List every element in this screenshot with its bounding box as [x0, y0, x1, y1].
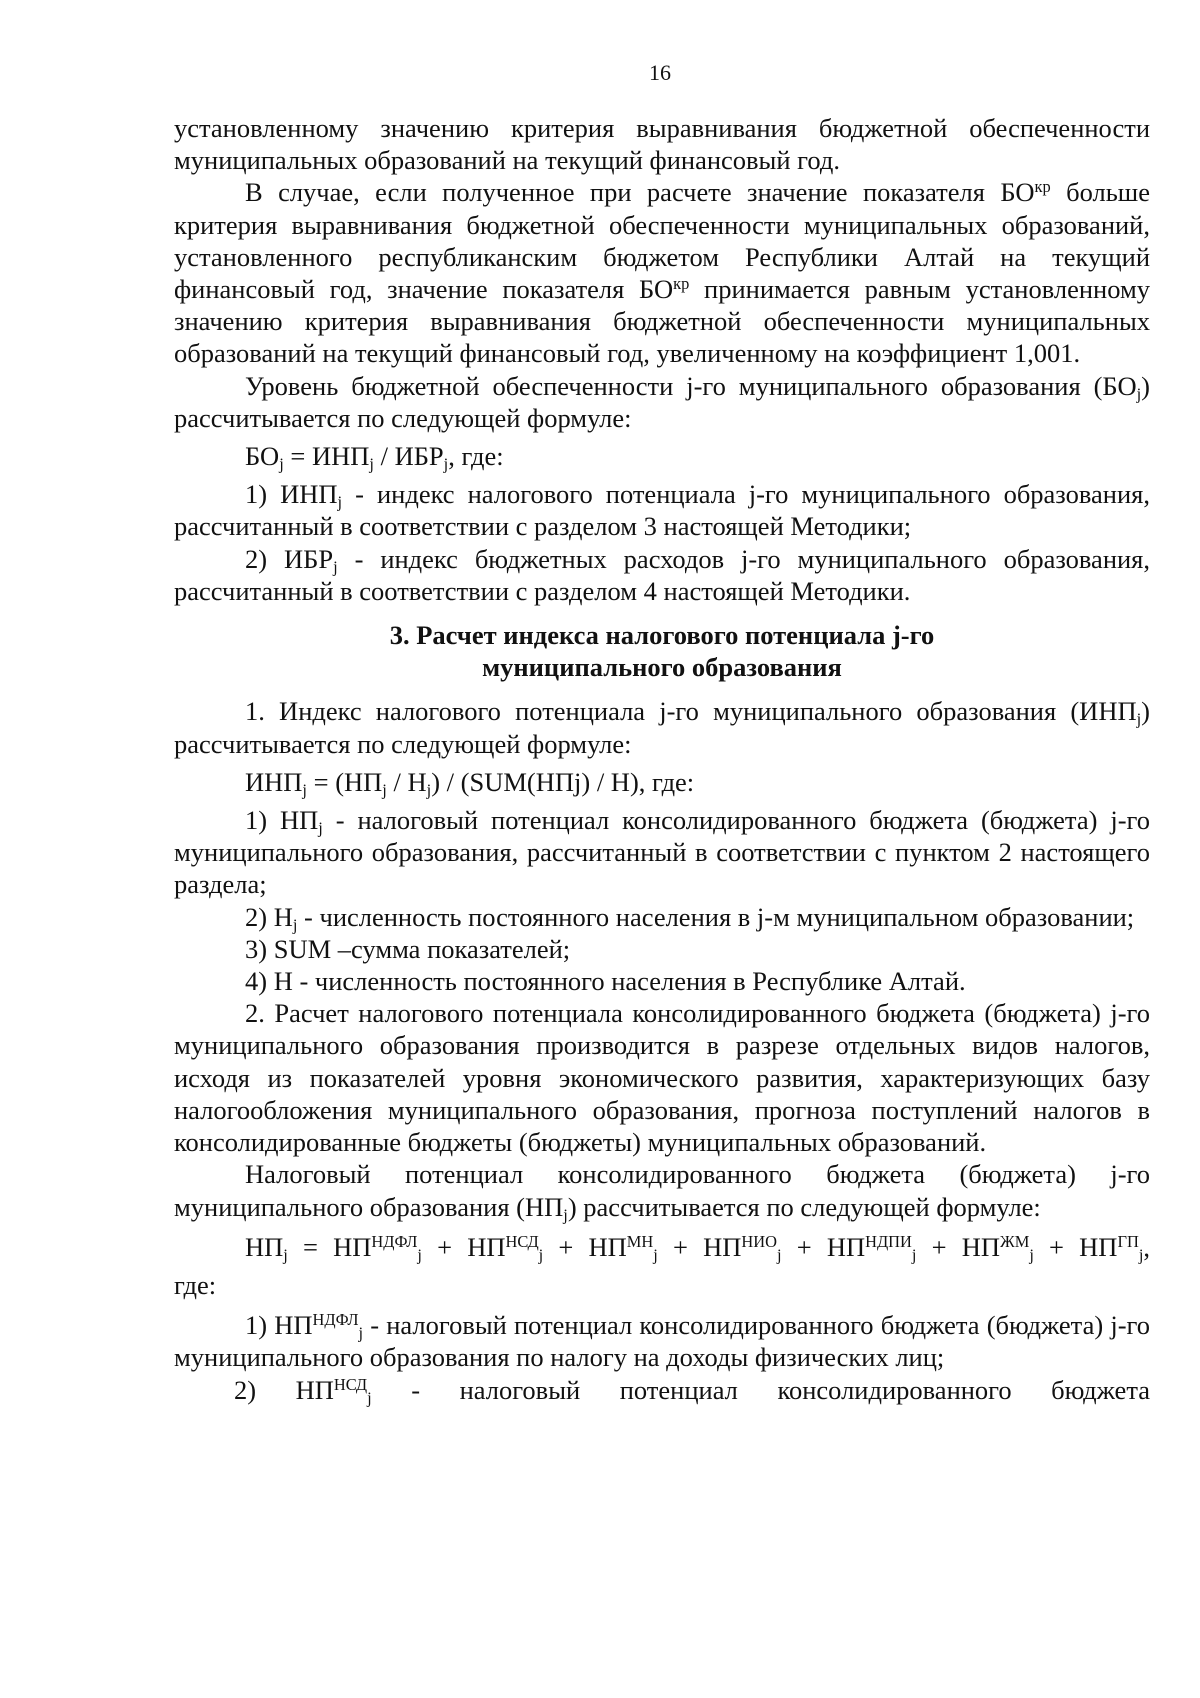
formula-part: НП — [333, 1231, 372, 1262]
text-segment: 2) Н — [245, 901, 293, 932]
formula-part: ) / (SUM(НПj) / Н), где: — [431, 766, 695, 797]
paragraph-criterion — [174, 112, 1150, 176]
subscript: j — [1029, 1245, 1034, 1265]
text-segment: - налоговый потенциал консолидированного бюджета (бюджета) j-го муниципального образования по налогу на доходы физических лиц; — [174, 1310, 1150, 1373]
paragraph-bo-correction — [174, 176, 1150, 369]
paragraph-text: установленному значению критерия выравнивания бюджетной обеспеченности муниципальных образований на текущий финансовый год. — [174, 113, 1150, 176]
text-segment: где: — [174, 1269, 217, 1300]
superscript: НСД — [333, 1374, 368, 1394]
text-segment: Уровень бюджетной обеспеченности j-го муниципального образования (БО — [245, 370, 1137, 401]
superscript: НИО — [741, 1231, 777, 1251]
paragraph-np-formula-intro — [174, 1158, 1150, 1225]
text-segment: 1) НП — [245, 805, 319, 836]
formula-part: , где: — [448, 441, 504, 472]
superscript: кр — [1034, 177, 1051, 197]
list-item-ndfl — [174, 1309, 1150, 1373]
text-segment: - численность постоянного населения в j-м муниципальном образовании; — [297, 901, 1135, 932]
superscript: НСД — [505, 1231, 539, 1251]
subscript: j — [1138, 1245, 1144, 1265]
formula-bo — [174, 440, 1150, 472]
text-segment: ) рассчитывается по следующей формуле: — [174, 696, 1150, 759]
list-item-inp — [174, 478, 1150, 542]
subscript: j — [1136, 384, 1142, 404]
text-segment: - индекс налогового потенциала j-го муниципального образования, рассчитанный в соответствии с разделом 3 настоящей Методики; — [174, 479, 1150, 542]
text-segment: ) рассчитывается по следующей формуле: — [174, 370, 1150, 433]
subscript: j — [382, 780, 387, 800]
subscript: j — [776, 1245, 782, 1265]
superscript: МН — [626, 1231, 654, 1251]
text-segment: - налоговый потенциал консолидированного бюджета (бюджета) j-го муниципального образования, рассчитанный в соответствии с пунктом 2 настоящего раздела; — [174, 805, 1150, 900]
text-segment: 2) НП — [234, 1374, 334, 1405]
formula-part: , — [1143, 1231, 1151, 1262]
subscript: j — [443, 454, 449, 474]
formula-part: НП — [588, 1231, 627, 1262]
text-segment: 1) НП — [245, 1310, 313, 1341]
formula-part: НП — [703, 1231, 742, 1262]
superscript: НДПИ — [865, 1231, 912, 1251]
superscript: кр — [673, 273, 690, 293]
formula-part: / ИБР — [373, 441, 444, 472]
superscript: НДФЛ — [371, 1231, 418, 1251]
formula-part: / Н — [386, 766, 427, 797]
formula-part: + — [657, 1231, 704, 1262]
text-segment: 2. Расчет налогового потенциала консолидированного бюджета (бюджета) j-го муниципального образования производится в разрезе отдельных видов налогов, исходя из показателей уровня экономического развития, характеризующих базу налогообложения муниципального образования, прогноза поступлений налогов в консолидированные бюджеты (бюджеты) муниципальных образований. — [174, 998, 1150, 1158]
list-item-sum — [174, 933, 1150, 965]
formula-part: НП — [245, 1231, 284, 1262]
subscript: j — [417, 1245, 422, 1265]
subscript: j — [279, 454, 284, 474]
subscript: j — [283, 1245, 288, 1265]
formula-np — [174, 1231, 1150, 1263]
superscript: НДФЛ — [312, 1310, 359, 1330]
section-heading-line: муниципального образования — [482, 652, 842, 683]
paragraph-bo-level — [174, 370, 1150, 434]
formula-part: = (НП — [307, 766, 383, 797]
subscript: j — [1136, 710, 1142, 730]
paragraph-np-calculation — [174, 997, 1150, 1158]
formula-part: БО — [245, 441, 280, 472]
subscript: j — [367, 1388, 372, 1408]
formula-inp — [174, 766, 1150, 798]
section-heading-line: 3. Расчет индекса налогового потенциала j-го — [389, 620, 935, 651]
formula-part: НП — [467, 1231, 506, 1262]
formula-part: + — [543, 1231, 589, 1262]
text-segment: - индекс бюджетных расходов j-го муниципального образования, рассчитанный в соответствии с разделом 4 настоящей Методики. — [174, 543, 1150, 606]
subscript: j — [426, 780, 432, 800]
formula-part: НП — [1079, 1231, 1118, 1262]
formula-part: НП — [826, 1231, 866, 1262]
list-item-nsd — [174, 1374, 1150, 1406]
text-segment: 4) Н - численность постоянного населения в Республике Алтай. — [245, 966, 966, 997]
superscript: ГП — [1117, 1231, 1139, 1251]
text-segment: 1) ИНП — [245, 479, 338, 510]
list-item-population — [174, 901, 1150, 933]
subscript: j — [333, 557, 338, 577]
page-number: 16 — [649, 60, 671, 85]
paragraph-inp-index — [174, 695, 1150, 759]
formula-part: + — [421, 1231, 468, 1262]
list-item-total-population — [174, 965, 1150, 997]
formula-part: + — [916, 1231, 962, 1262]
subscript: j — [369, 454, 374, 474]
subscript: j — [292, 915, 298, 935]
list-item-ibr — [174, 543, 1150, 607]
text-segment: Налоговый потенциал консолидированного бюджета (бюджета) j-го муниципального образования (НП — [174, 1159, 1150, 1222]
list-item-np — [174, 804, 1150, 901]
text-segment: - налоговый потенциал консолидированного бюджета — [371, 1374, 1150, 1405]
text-segment: 1. Индекс налогового потенциала j-го муниципального образования (ИНП — [245, 696, 1137, 727]
formula-part: ИНП — [245, 766, 303, 797]
subscript: j — [358, 1323, 364, 1343]
formula-part: + — [1033, 1231, 1080, 1262]
subscript: j — [337, 492, 343, 512]
section-heading — [174, 619, 1150, 683]
subscript: j — [318, 818, 323, 838]
subscript: j — [653, 1245, 658, 1265]
subscript: j — [538, 1245, 544, 1265]
text-segment: принимается равным установленному значению критерия выравнивания бюджетной обеспеченности муниципальных образований на текущий финансовый год, увеличенному на коэффициент 1,001. — [174, 274, 1150, 369]
subscript: j — [563, 1205, 568, 1225]
document-body — [174, 112, 1150, 1406]
formula-part: + — [781, 1231, 827, 1262]
where-label — [174, 1269, 1150, 1301]
subscript: j — [302, 780, 307, 800]
text-segment: В случае, если полученное при расчете значение показателя БО — [245, 177, 1035, 208]
text-segment: ) рассчитывается по следующей формуле: — [567, 1191, 1041, 1222]
text-segment: 3) SUM –сумма показателей; — [245, 933, 571, 964]
formula-part: = ИНП — [283, 441, 370, 472]
text-segment: 2) ИБР — [245, 543, 334, 574]
text-segment: больше критерия выравнивания бюджетной обеспеченности муниципальных образований, установленного республиканским бюджетом Республики Алтай на текущий финансовый год, значение показателя БО — [174, 177, 1150, 305]
formula-part: = — [287, 1231, 334, 1262]
subscript: j — [911, 1245, 917, 1265]
superscript: ЖМ — [1000, 1231, 1030, 1251]
formula-part: НП — [961, 1231, 1000, 1262]
